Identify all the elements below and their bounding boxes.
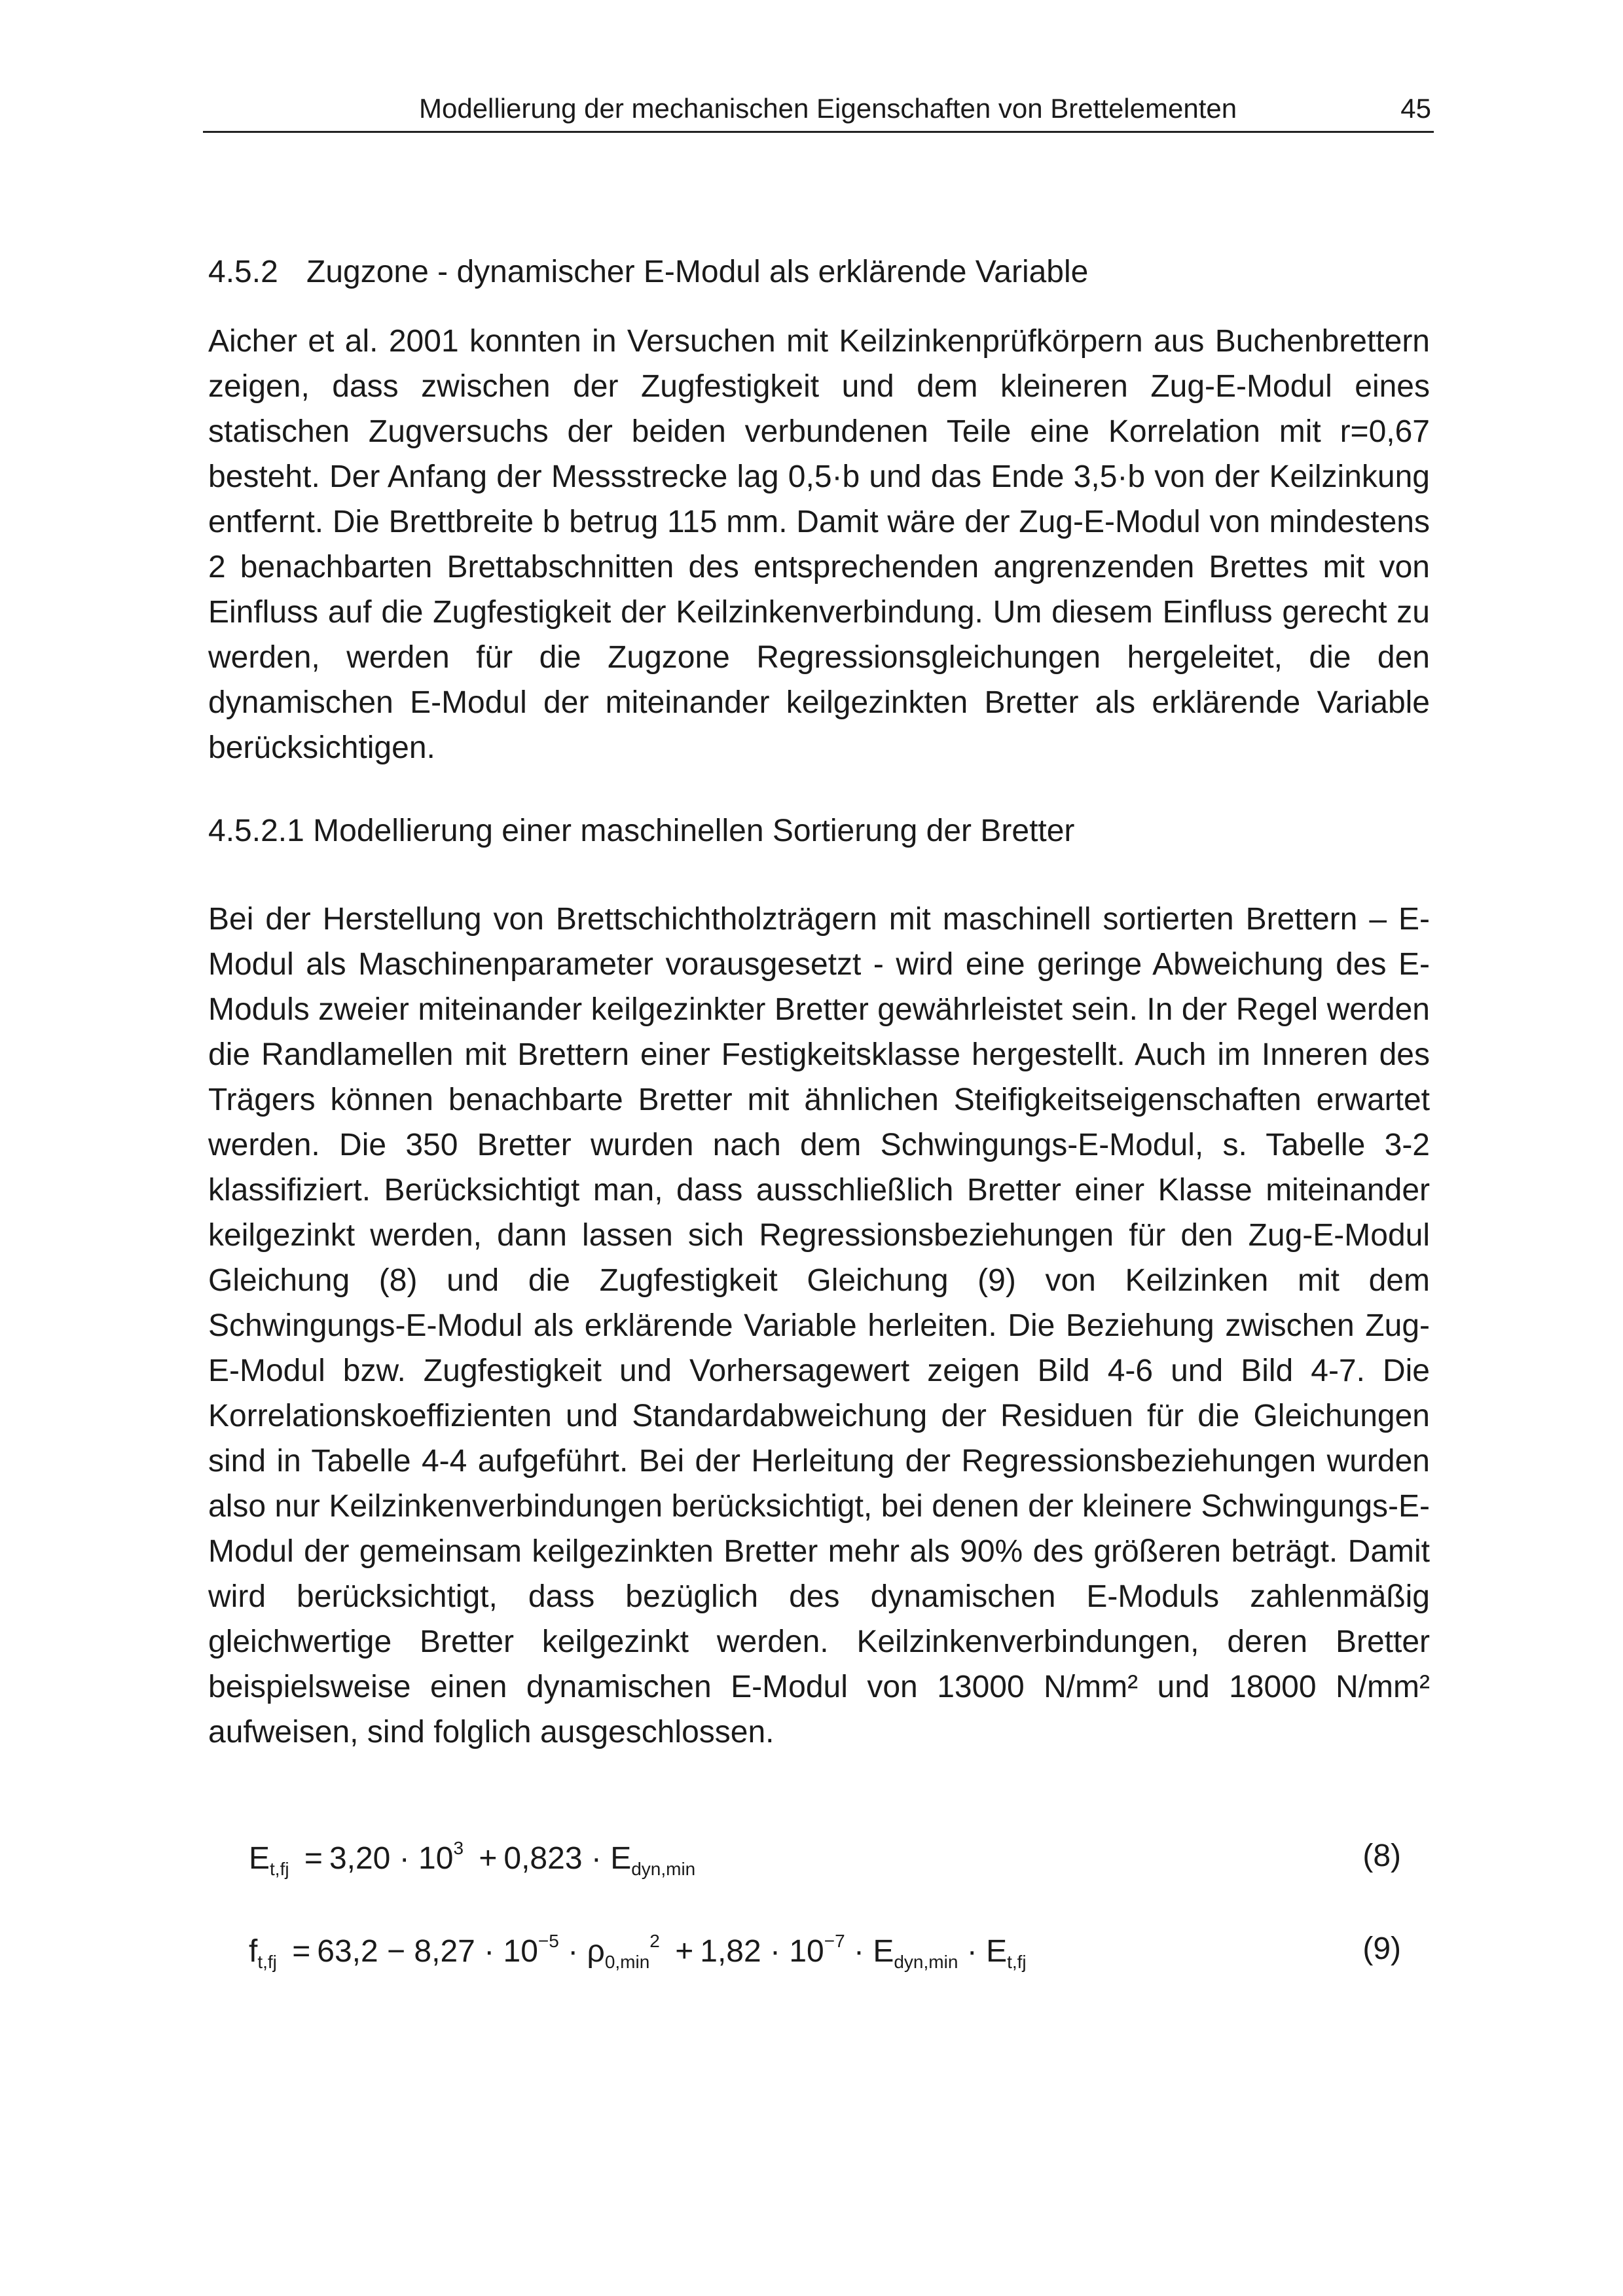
eq9-term4: ρ: [587, 1934, 605, 1969]
eq9-term6: 10: [789, 1934, 824, 1969]
header-title: Modellierung der mechanischen Eigenschaften von Brettelementen: [419, 93, 1237, 124]
eq9-dot3: ·: [770, 1934, 780, 1969]
eq9-term7: E: [873, 1934, 894, 1969]
equation-9-number: (9): [1362, 1931, 1401, 1966]
eq9-term1: 63,2: [317, 1934, 378, 1969]
eq8-dot2: ·: [591, 1841, 602, 1876]
eq9-dot4: ·: [854, 1934, 864, 1969]
eq8-term2-sup: 3: [453, 1838, 464, 1858]
paragraph-2: Bei der Herstellung von Brettschichtholzträgern mit maschinell sortierten Brettern – E-Modul als Maschinenparameter vorausgesetzt - wird eine geringe Abweichung des E-Moduls zweier miteinander keilgezinkter Bretter gewährleistet sein. In der Regel werden die Randlamellen mit Brettern einer Festigkeitsklasse hergestellt. Auch im Inneren des Trägers können benachbarte Bretter mit ähnlichen Steifigkeitseigenschaften erwartet werden. Die 350 Bretter wurden nach dem Schwingungs-E-Modul, s. Tabelle 3-2 klassifiziert. Berücksichtigt man, dass ausschließlich Bretter einer Klasse miteinander keilgezinkt werden, dann lassen sich Regressionsbeziehungen für den Zug-E-Modul Gleichung (8) und die Zugfestigkeit Gleichung (9) von Keilzinken mit dem Schwingungs-E-Modul als erklärende Variable herleiten. Die Beziehung zwischen Zug-E-Modul bzw. Zugfestigkeit und Vorhersagewert zeigen Bild 4-6 und Bild 4-7. Die Korrelationskoeffizienten und Standardabweichung der Residuen für die Gleichungen sind in Tabelle 4-4 aufgeführt. Bei der Herleitung der Regressionsbeziehungen wurden also nur Keilzinkenverbindungen berücksichtigt, bei denen der kleinere Schwingungs-E-Modul der gemeinsam keilgezinkten Bretter mehr als 90% des größeren beträgt. Damit wird berücksichtigt, dass bezüglich des dynamischen E-Moduls zahlenmäßig gleichwertige Bretter keilgezinkt werden. Keilzinkenverbindungen, deren Bretter beispielsweise einen dynamischen E-Modul von 13000 N/mm² und 18000 N/mm² aufweisen, sind folglich ausgeschlossen.: [208, 902, 1430, 1749]
eq9-dot5: ·: [966, 1934, 977, 1969]
eq9-term8: E: [986, 1934, 1008, 1969]
eq9-term5: 1,82: [700, 1934, 761, 1969]
section-title: Zugzone - dynamischer E-Modul als erklärende Variable: [306, 255, 1089, 289]
eq8-term4-sub: dyn,min: [631, 1859, 696, 1879]
page-number: 45: [1400, 93, 1431, 124]
equation-9-formula: [249, 1931, 1027, 1973]
eq9-term8-sub: t,fj: [1007, 1952, 1027, 1972]
eq8-plus: +: [479, 1841, 498, 1876]
subsection-heading: [208, 813, 1074, 849]
eq9-term2: 8,27: [414, 1934, 475, 1969]
eq8-lhs-sub: t,fj: [270, 1859, 289, 1879]
subsection-number: 4.5.2.1: [208, 814, 304, 848]
eq9-term4-sup: 2: [649, 1931, 660, 1951]
eq9-minus: −: [387, 1934, 406, 1969]
eq9-dot2: ·: [568, 1934, 579, 1969]
subsection-title: Modellierung einer maschinellen Sortierung der Bretter: [313, 814, 1075, 848]
section-heading: [208, 254, 1088, 290]
equation-8-formula: [249, 1838, 695, 1880]
eq9-term3: 10: [503, 1934, 538, 1969]
eq8-equals: =: [304, 1841, 323, 1876]
eq9-dot1: ·: [484, 1934, 495, 1969]
eq9-lhs: f: [249, 1934, 258, 1969]
eq8-lhs: E: [249, 1841, 270, 1876]
eq9-term3-sup: −5: [538, 1931, 559, 1951]
eq8-term4: E: [610, 1841, 632, 1876]
equation-9: [249, 1931, 1401, 1983]
eq9-lhs-sub: t,fj: [257, 1952, 277, 1972]
equation-8-number: (8): [1362, 1839, 1401, 1873]
eq9-plus: +: [675, 1934, 694, 1969]
paragraph-1: Aicher et al. 2001 konnten in Versuchen mit Keilzinkenprüfkörpern aus Buchenbrettern zeigen, dass zwischen der Zugfestigkeit und dem kleineren Zug-E-Modul eines statischen Zugversuchs der beiden verbundenen Teile eine Korrelation mit r=0,67 besteht. Der Anfang der Messstrecke lag 0,5·b und das Ende 3,5·b von der Keilzinkung entfernt. Die Brettbreite b betrug 115 mm. Damit wäre der Zug-E-Modul von mindestens 2 benachbarten Brettabschnitten des entsprechenden angrenzenden Brettes mit von Einfluss auf die Zugfestigkeit der Keilzinkenverbindung. Um diesem Einfluss gerecht zu werden, werden für die Zugzone Regressionsgleichungen hergeleitet, die den dynamischen E-Modul der miteinander keilgezinkten Bretter als erklärende Variable berücksichtigen.: [208, 324, 1430, 765]
eq9-term7-sub: dyn,min: [894, 1952, 958, 1972]
eq8-term1: 3,20: [329, 1841, 391, 1876]
section-number: 4.5.2: [208, 255, 278, 289]
running-header: [203, 92, 1434, 133]
eq8-dot1: ·: [399, 1841, 410, 1876]
eq9-term6-sup: −7: [824, 1931, 845, 1951]
eq9-term4-sub: 0,min: [604, 1952, 650, 1972]
eq9-equals: =: [292, 1934, 311, 1969]
equation-8: [249, 1838, 1401, 1890]
eq8-term2: 10: [418, 1841, 454, 1876]
eq8-term3: 0,823: [503, 1841, 583, 1876]
